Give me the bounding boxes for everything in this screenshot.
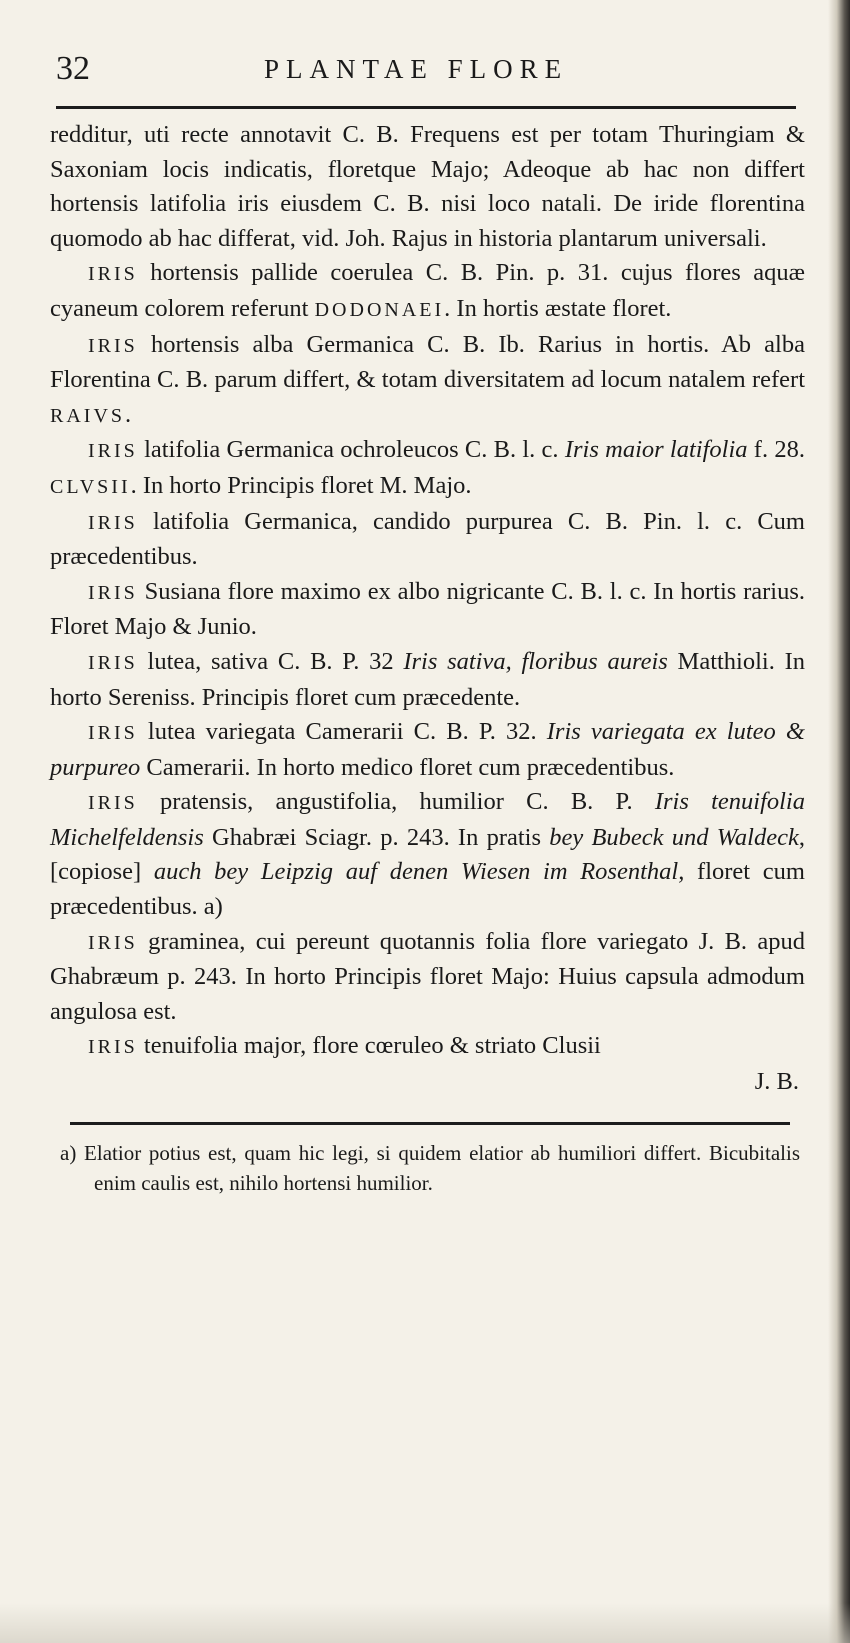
small-caps-term: IRIS bbox=[88, 792, 138, 815]
footnote-text: a) Elatior potius est, quam hic legi, si quidem elatior ab humiliori differt. Bicubitalis enim caulis est, nihilo hortensi humilior. bbox=[60, 1141, 800, 1195]
paragraph bbox=[50, 645, 805, 715]
page-number: 32 bbox=[56, 50, 90, 87]
text-run: . In horto Principis floret M. Majo. bbox=[130, 471, 472, 499]
text-run: . In hortis æstate floret. bbox=[444, 294, 672, 322]
paragraph bbox=[50, 925, 805, 1030]
text-run: , [copiose] bbox=[50, 823, 805, 886]
text-run: floret cum præcedentibus. a) bbox=[50, 858, 805, 921]
italic-term: Iris variegata ex luteo & purpureo bbox=[50, 718, 805, 781]
italic-term: bey Bubeck und Waldeck bbox=[549, 823, 799, 851]
text-run: Matthioli. In horto Sereniss. Principis floret cum præcedente. bbox=[50, 647, 805, 711]
text-run: f. 28. bbox=[747, 436, 805, 464]
paragraph bbox=[50, 256, 805, 327]
italic-term: auch bey Leipzig auf denen Wiesen im Rosenthal, bbox=[153, 858, 685, 886]
small-caps-term: IRIS bbox=[88, 263, 138, 286]
small-caps-term: DODONAEI bbox=[314, 298, 445, 321]
text-run: lutea, sativa C. B. P. 32 bbox=[137, 647, 404, 675]
paragraph bbox=[50, 505, 805, 575]
page-header bbox=[56, 42, 796, 88]
text-run: lutea variegata Camerarii C. B. P. 32. bbox=[137, 718, 547, 746]
paragraph bbox=[50, 715, 805, 785]
footnote-rule bbox=[70, 1122, 790, 1125]
text-run: hortensis pallide coerulea C. B. Pin. p. 31. cujus flores aquæ cyaneum colorem referunt bbox=[50, 259, 805, 322]
paragraph bbox=[50, 1065, 805, 1100]
text-run: latifolia Germanica, candido purpurea C. B. Pin. l. c. Cum præcedentibus. bbox=[50, 507, 805, 571]
small-caps-term: IRIS bbox=[88, 440, 138, 463]
header-rule bbox=[56, 106, 796, 109]
italic-term: Iris maior latifolia bbox=[564, 436, 748, 464]
small-caps-term: RAIVS bbox=[50, 404, 126, 427]
paragraph bbox=[50, 328, 805, 434]
small-caps-term: IRIS bbox=[88, 581, 138, 604]
body-text bbox=[50, 118, 805, 1100]
text-run: hortensis alba Germanica C. B. Ib. Rarius in hortis. Ab alba Florentina C. B. parum differt, & totam diversitatem ad locum natalem refert bbox=[50, 330, 805, 394]
italic-term: Iris sativa, floribus aureis bbox=[403, 647, 668, 675]
paragraph bbox=[50, 1029, 805, 1065]
small-caps-term: IRIS bbox=[88, 651, 138, 674]
text-run: . bbox=[125, 400, 132, 428]
footnote bbox=[60, 1138, 800, 1198]
text-run: Camerarii. In horto medico floret cum præcedentibus. bbox=[140, 753, 675, 781]
running-head: PLANTAE FLORE bbox=[264, 54, 569, 84]
paragraph bbox=[50, 785, 805, 924]
small-caps-term: IRIS bbox=[88, 1036, 138, 1059]
small-caps-term: IRIS bbox=[88, 722, 138, 745]
text-run: redditur, uti recte annotavit C. B. Frequens est per totam Thuringiam & Saxoniam locis indicatis, floretque Majo; Adeoque ab hac non differt hortensis latifolia iris eiusdem C. B. nisi loco natali. De iride florentina quomodo ab hac differat, vid. Joh. Rajus in historia plantarum universali. bbox=[50, 121, 805, 252]
small-caps-term: IRIS bbox=[88, 511, 138, 534]
paragraph bbox=[50, 575, 805, 645]
small-caps-term: IRIS bbox=[88, 931, 138, 954]
text-run: Ghabræi Sciagr. p. 243. In pratis bbox=[203, 823, 550, 851]
paragraph bbox=[50, 433, 805, 504]
text-run: J. B. bbox=[754, 1068, 799, 1096]
text-run: tenuifolia major, flore cœruleo & striato Clusii bbox=[137, 1032, 601, 1060]
italic-term: Iris tenuifolia Michelfeldensis bbox=[50, 788, 805, 851]
paragraph bbox=[50, 118, 805, 256]
small-caps-term: CLVSII bbox=[50, 475, 131, 498]
text-run: latifolia Germanica ochroleucos C. B. l. c. bbox=[137, 436, 565, 464]
text-run: Susiana flore maximo ex albo nigricante C. B. l. c. In hortis rarius. Floret Majo & Junio. bbox=[50, 577, 805, 641]
page-bottom-shade bbox=[0, 1603, 850, 1643]
text-run: pratensis, angustifolia, humilior C. B. P. bbox=[137, 788, 655, 816]
small-caps-term: IRIS bbox=[88, 334, 138, 357]
text-run: graminea, cui pereunt quotannis folia flore variegato J. B. apud Ghabræum p. 243. In horto Principis floret Majo: Huius capsula admodum angulosa est. bbox=[50, 927, 805, 1025]
page-edge-shadow bbox=[828, 0, 850, 1643]
